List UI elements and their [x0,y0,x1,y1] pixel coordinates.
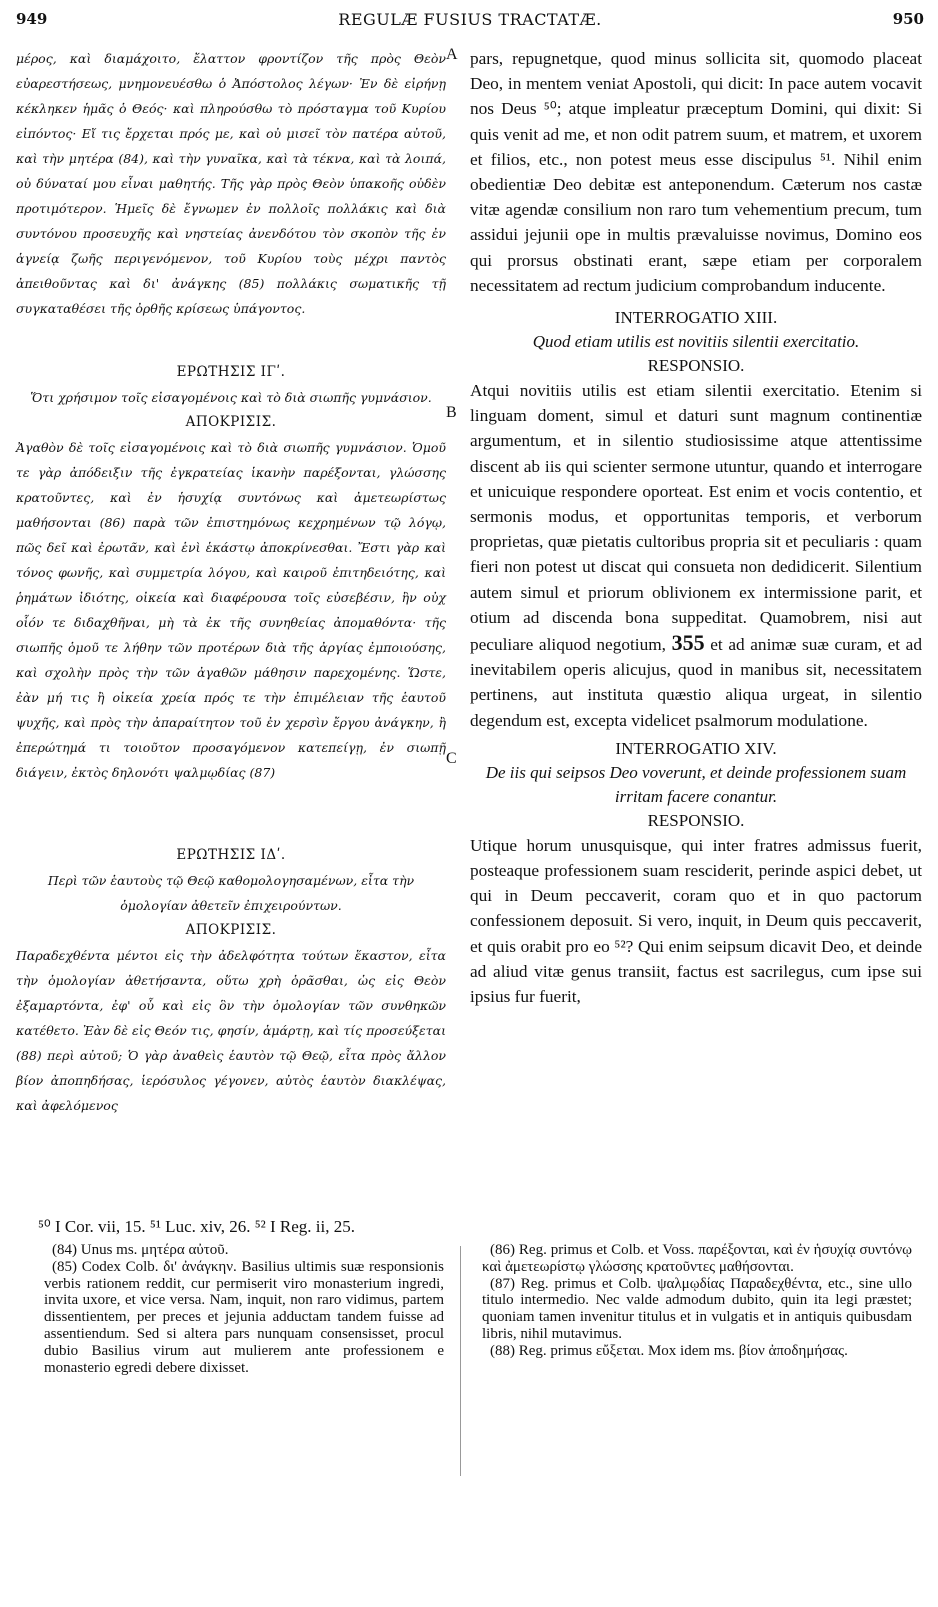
latin-paragraph-2a: Atqui novitiis utilis est etiam silentii exercitatio. Etenim si linguam doment, simul et daturi sunt magnum continentiæ argumentum, et in silentio studiosissime atque attentissime discent ab iis qui scienter sermone utuntur, quando et interrogare et unicuique respondere oporteat. Est enim et vocis contentio, et sermonis modus, et opportunitas temporis, et verborum proprietas, quæ pietatis cultoribus propria sit et peculiaris : quam fieri non potest ut discat qui consueta non dedidicerit. Silentium autem simul et priorum oblivionem ex intermissione parit, et otium ad discenda bona suppeditat. Quamobrem, nisi aut peculiare aliquod negotium, [470,381,922,655]
greek-heading-13: ΕΡΩΤΗΣΙΣ ΙΓʹ. [176,364,286,380]
page-number-right: 950 [892,10,924,28]
greek-heading-14: ΕΡΩΤΗΣΙΣ ΙΔʹ. [176,847,286,863]
footnotes-right [482,1242,912,1360]
greek-paragraph-3: Παραδεχθέντα μέντοι εἰς τὴν ἀδελφότητα τούτων ἕκαστον, εἶτα τὴν ὁμολογίαν ἀθετήσαντα, οὕτω χρὴ ὁρᾶσθαι, ὡς εἰς Θεὸν ἐξαμαρτόντα, ἐφ' οὗ καὶ εἰς ὃν τὴν ὁμολογίαν τῶν συνθηκῶν κατέθετο. Ἐὰν δὲ εἰς Θεόν τις, φησίν, ἁμάρτῃ, καὶ τίς προσεύξεται (88) περὶ αὐτοῦ; Ὁ γὰρ ἀναθεὶς ἑαυτὸν τῷ Θεῷ, εἶτα πρὸς ἄλλον βίον ἀποπηδήσας, ἱερόσυλος γέγονεν, αὐτὸς ἑαυτὸν διακλέψας, καὶ ἀφελόμενος [16,948,446,1113]
running-title: REGULÆ FUSIUS TRACTATÆ. [338,10,602,29]
greek-response-14: ΑΠΟΚΡΙΣΙΣ. [185,922,277,938]
latin-subheading-14: De iis qui seipsos Deo voverunt, et deinde professionem suam irritam facere conantur. [485,762,907,806]
greek-subheading-13: Ὅτι χρήσιμον τοῖς εἰσαγομένοις καὶ τὸ διὰ σιωπῆς γυμνάσιον. [30,390,432,405]
latin-column [470,46,922,1009]
greek-subheading-14: Περὶ τῶν ἑαυτοὺς τῷ Θεῷ καθομολογησαμένων, εἶτα τὴν ὁμολογίαν ἀθετεῖν ἐπιχειρούντων. [47,873,415,913]
latin-subheading-13: Quod etiam utilis est novitiis silentii exercitatio. [532,332,860,352]
greek-paragraph-2: Ἀγαθὸν δὲ τοῖς εἰσαγομένοις καὶ τὸ διὰ σιωπῆς γυμνάσιον. Ὁμοῦ τε γὰρ ἀπόδειξιν τῆς ἐγκρατείας ἱκανὴν παρέξονται, γλώσσης κρατοῦντες, καὶ ἐν ἡσυχίᾳ συντόνως καὶ ἀμετεωρίστως μαθήσονται (86) παρὰ τῶν ἐπιστημόνως κεχρημένων τῷ λόγῳ, πῶς δεῖ καὶ ἐρωτᾶν, καὶ ἑνὶ ἑκάστῳ ἀποκρίνεσθαι. Ἔστι γὰρ καὶ τόνος φωνῆς, καὶ συμμετρία λόγου, καὶ καιροῦ ἐπιτηδειότης, καὶ ῥημάτων ἰδιότης, οἰκεία καὶ διαφέρουσα τοῖς εὐσεβέσιν, ἣν οὐχ οἷόν τε διδαχθῆναι, μὴ τὰ ἐκ τῆς συνηθείας ἀπομαθόντα· τῆς σιωπῆς ὁμοῦ τε λήθην τῶν προτέρων διὰ τῆς ἀργίας ἐμποιούσης, καὶ σχολὴν πρὸς τὴν τῶν ἀγαθῶν μάθησιν παρεχομένης. Ὥστε, ἐὰν μή τις ἢ οἰκεία χρεία πρός τε τὴν ἐπιμέλειαν τῆς ἑαυτοῦ ψυχῆς, καὶ πρὸς τὴν ἀπαραίτητον τοῦ ἐν χερσὶν ἔργου ἀνάγκην, ἢ ἐπερώτημά τι τοιοῦτον προσαγόμενον κατεπείγῃ, ἐν σιωπῇ διάγειν, ἐκτὸς δηλονότι ψαλμῳδίας (87) [16,440,446,780]
greek-paragraph-1: μέρος, καὶ διαμάχοιτο, ἔλαττον φροντίζον τῆς πρὸς Θεὸν εὐαρεστήσεως, μνημονευέσθω ὁ Ἀπόστολος λέγων· Ἐν δὲ εἰρήνῃ κέκληκεν ἡμᾶς ὁ Θεός· καὶ πληρούσθω τὸ πρόσταγμα τοῦ Κυρίου εἰπόντος· Εἴ τις ἔρχεται πρός με, καὶ οὐ μισεῖ τὸν πατέρα αὐτοῦ, καὶ τὴν μητέρα (84), καὶ τὴν γυναῖκα, καὶ τὰ τέκνα, καὶ τὰ λοιπά, οὐ δύναταί μου εἶναι μαθητής. Τῆς γὰρ πρὸς Θεὸν ὑπακοῆς οὐδὲν προτιμότερον. Ἡμεῖς δὲ ἔγνωμεν ἐν πολλοῖς πολλάκις καὶ διὰ συντόνου προσευχῆς καὶ νηστείας ἀνενδότου τὸν σκοπὸν τῆς ἐν ἁγνείᾳ ζωῆς περιγενόμενον, τοῦ Κυρίου τοὺς μέχρι παντὸς ἀπειθοῦντας καὶ δι' ἀνάγκης (85) πολλάκις σωματικῆς τῇ συγκαταθέσει τῆς ὀρθῆς κρίσεως ὑπάγοντος. [16,51,446,316]
latin-heading-13: INTERROGATIO XIII. [614,308,778,328]
footnote-88: (88) Reg. primus εὔξεται. Mox idem ms. βίον ἀποδημήσας. [490,1342,848,1359]
margin-marker-a: A [446,46,458,63]
page-header [16,8,924,34]
latin-paragraph-1: pars, repugnetque, quod minus sollicita sit, quomodo placeat Deo, in mentem veniat Apostoli, qui dicit: In pace autem vocavit nos Deus ⁵⁰; atque impleatur præceptum Domini, qui dixit: Si quis venit ad me, et non odit patrem suum, et matrem, et uxorem et filios, etc., non potest meus esse discipulus ⁵¹. Nihil enim obedientiæ Deo debitæ est anteponendum. Cæterum nos castæ vitæ agendæ consilium non raro tum vehementium precum, tum assidui jejunii ope in multis prævaluisse novimus, Domino eos qui prorsus obstinati erant, sæpe etiam per corporalem necessitatem ad rectum judicium comprobandum inducente. [470,49,922,295]
footnote-87: (87) Reg. primus et Colb. ψαλμῳδίας Παραδεχθέντα, etc., sine ullo titulo intermedio. Nec valde admodum dubito, quin ita legi præstet; quoniam tamen invenitur titulus et in vulgatis et in antiquis quibusdam libris, nihil mutavimus. [482,1275,912,1342]
footnote-85: (85) Codex Colb. δι' ἀνάγκην. Basilius ultimis suæ responsionis verbis rationem reddit, cur permiserit viro monasterium ingredi, invita uxore, et vice versa. Nam, inquit, non raro vidimus, partem dissentientem, per preces et jejunia adductam tandem fuisse ad assentiendum. Sed si altera pars nunquam consensisset, procul dubio Basilius virum aut mulierem ante professionem e monasterio egredi debere dixisset. [44,1258,444,1376]
greek-response-13: ΑΠΟΚΡΙΣΙΣ. [185,414,277,430]
page-number-inline: 355 [671,630,705,656]
margin-marker-c: C [446,750,457,767]
notes-divider [460,1246,461,1476]
margin-marker-b: B [446,404,457,421]
latin-paragraph-2 [470,378,922,733]
latin-response-13: RESPONSIO. [647,356,745,376]
latin-heading-14: INTERROGATIO XIV. [615,738,777,758]
footnote-86: (86) Reg. primus et Colb. et Voss. παρέξονται, καὶ ἐν ἡσυχίᾳ συντόνῳ καὶ ἀμετεωρίστῳ γλώσσης κρατοῦντες μαθήσονται. [482,1242,912,1275]
latin-paragraph-3: Utique horum unusquisque, qui inter fratres admissus fuerit, posteaque professionem suam resciderit, perinde aspici debet, ut qui in Deum peccaverit, coram quo et in quo pactorum confessionem deposuit. Si vero, inquit, in Deum quis peccaverit, et quis orabit pro eo ⁵²? Qui enim seipsum dicavit Deo, et deinde ad aliud vitæ genus transiit, factus est sacrilegus, cum ipse sui ipsius fur fuerit, [470,835,922,1007]
greek-column [16,46,446,1118]
latin-paragraph-2b: et ad animæ suæ curam, et ad inevitabilem operis alicujus, quod in manibus sit, necessitatem pertinens, aut instituta quæstio aliqua urgeat, in silentio degendum est, excepta videlicet psalmorum modulatione. [470,635,922,730]
footnote-84: (84) Unus ms. μητέρα αὐτοῦ. [52,1242,229,1258]
page-number-left: 949 [16,10,48,28]
latin-response-14: RESPONSIO. [647,810,745,830]
scripture-references: ⁵⁰ I Cor. vii, 15. ⁵¹ Luc. xiv, 26. ⁵² I Reg. ii, 25. [38,1217,355,1236]
footnotes-left [44,1242,444,1376]
